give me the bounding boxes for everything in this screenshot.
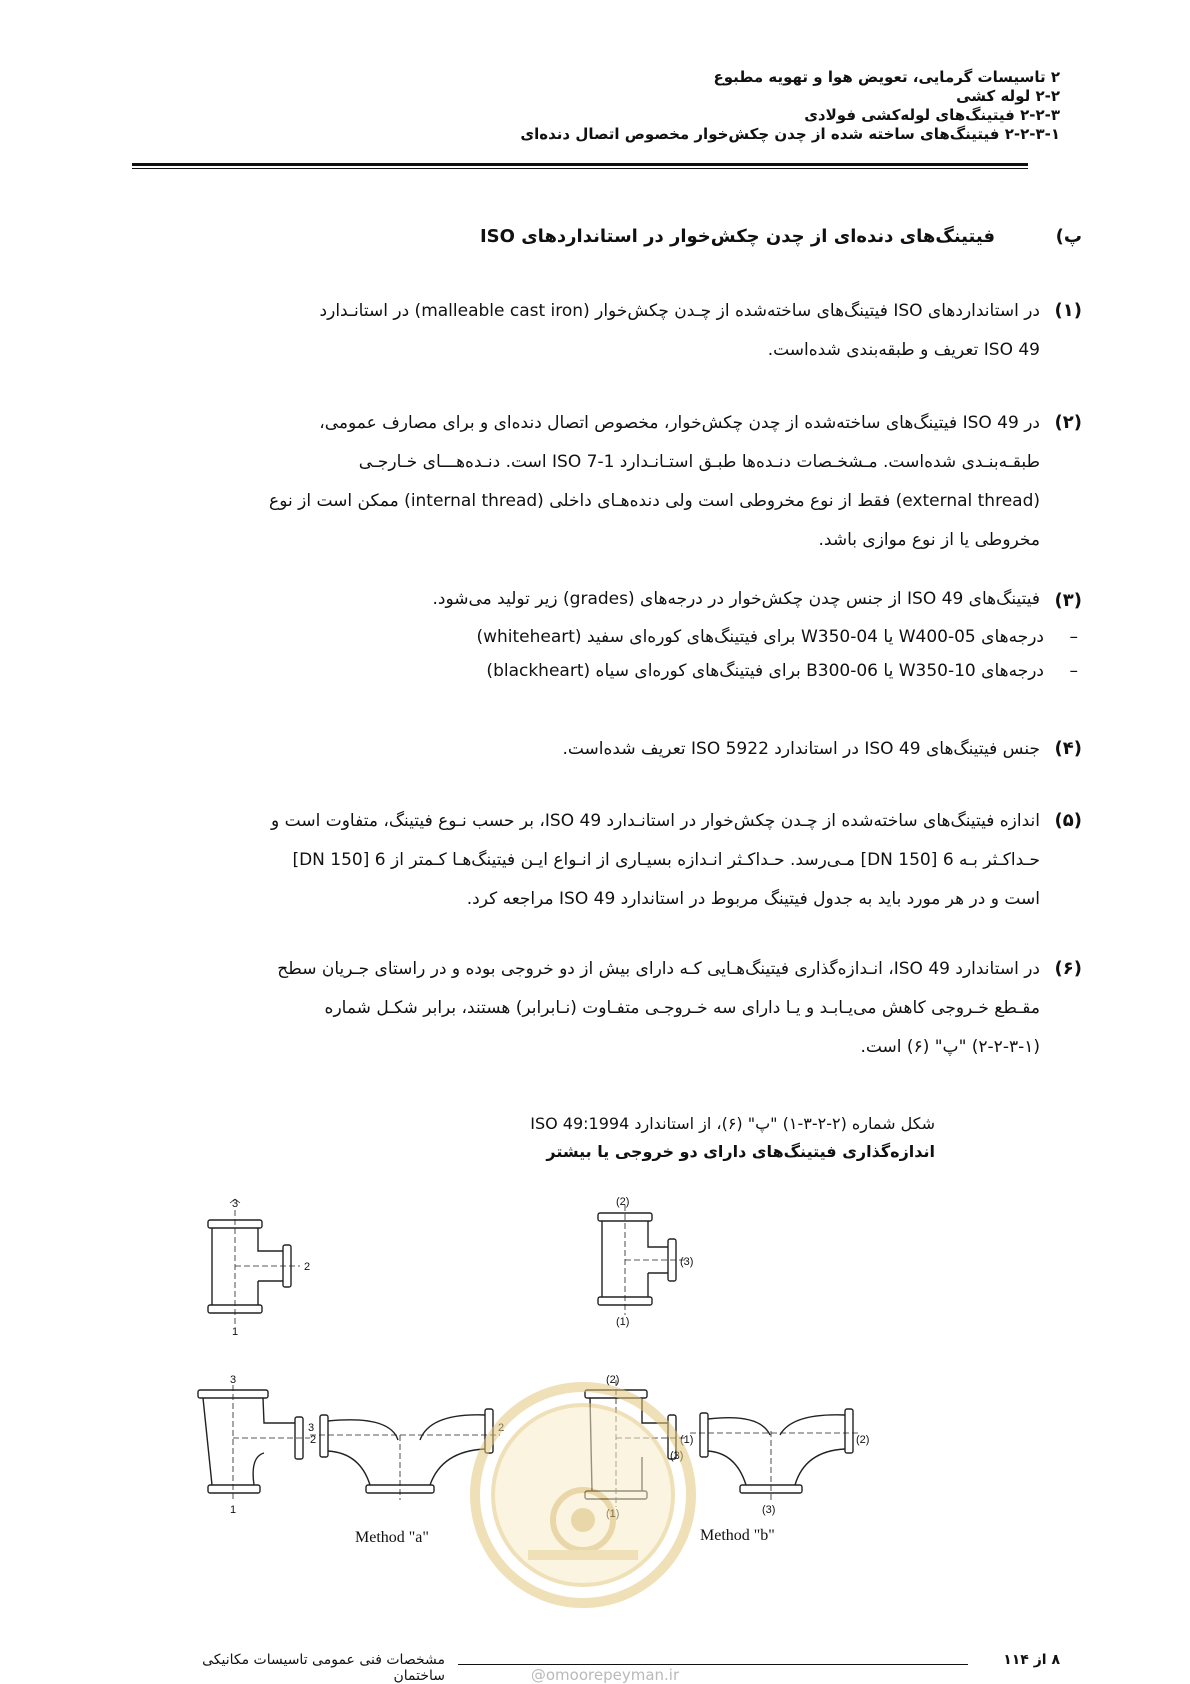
header-rule-thick bbox=[132, 163, 1028, 166]
header-subsubsection: ۲-۲-۳-۱ فیتینگ‌های ساخته شده از چدن چکش‌خوار مخصوص اتصال دنده‌ای bbox=[520, 125, 1060, 143]
item-number: (۲) bbox=[1054, 412, 1082, 433]
port-label: (2) bbox=[856, 1434, 870, 1446]
port-label: (2) bbox=[606, 1374, 620, 1386]
section-title: فیتینگ‌های دنده‌ای از چدن چکش‌خوار در استانداردهای ISO bbox=[479, 226, 995, 247]
item-number: (۴) bbox=[1054, 738, 1082, 759]
paragraph-line: در استاندارد ISO 49، انـدازه‌گذاری فیتینگ‌هـایی کـه دارای بیش از دو خروجی بوده و در راستای جـریان سطح bbox=[277, 959, 1040, 979]
figure-caption-title: شکل شماره (۲-۲-۳-۱) "پ" (۶)، از استاندارد ISO 49:1994 bbox=[530, 1114, 935, 1133]
paragraph-line: در استانداردهای ISO فیتینگ‌های ساخته‌شده از چـدن چکش‌خوار (malleable cast iron) در استانـدارد bbox=[319, 301, 1040, 321]
paragraph-line: است و در هر مورد باید به جدول فیتینگ مربوط در استاندارد ISO 49 مراجعه کرد. bbox=[466, 889, 1040, 909]
paragraph-line: جنس فیتینگ‌های ISO 49 در استاندارد ISO 5922 تعریف شده‌است. bbox=[562, 739, 1040, 759]
port-label: 2 bbox=[310, 1434, 317, 1446]
footer-rule bbox=[458, 1664, 968, 1665]
header-section: ۲-۲ لوله کشی bbox=[956, 87, 1060, 105]
tee-drawing-b bbox=[598, 1205, 685, 1315]
port-label: 1 bbox=[232, 1326, 239, 1338]
paragraph-line: (external thread) فقط از نوع مخروطی است ولی دنده‌هـای داخلی (internal thread) ممکن است از نوع bbox=[269, 491, 1040, 511]
paragraph-6 bbox=[220, 950, 1040, 1067]
item-number: (۱) bbox=[1054, 300, 1082, 321]
watermark-url: @omoorepeyman.ir bbox=[530, 1666, 680, 1684]
grade-text: درجه‌های W350-10 یا B300-06 برای فیتینگ‌های کوره‌ای سیاه (blackheart) bbox=[486, 661, 1044, 681]
port-label: 2 bbox=[498, 1422, 505, 1434]
port-label: 3 bbox=[232, 1198, 239, 1210]
paragraph-line: در ISO 49 فیتینگ‌های ساخته‌شده از چدن چکش‌خوار، مخصوص اتصال دنده‌ای و برای مصارف عمومی، bbox=[319, 413, 1040, 433]
header-subsection: ۲-۲-۳ فیتینگ‌های لوله‌کشی فولادی bbox=[804, 106, 1060, 124]
paragraph-line: (۲-۲-۳-۱) "پ" (۶) است. bbox=[860, 1037, 1040, 1057]
port-label: (3) bbox=[680, 1256, 694, 1268]
tee-drawing-a bbox=[208, 1199, 300, 1325]
dash-bullet: – bbox=[1069, 627, 1078, 647]
paragraph-line: اندازه فیتینگ‌های ساخته‌شده از چـدن چکش‌خوار در استانـدارد ISO 49، بر حسب نـوع فیتینگ، متفاوت است و bbox=[271, 811, 1040, 831]
figure-caption-subtitle: اندازه‌گذاری فیتینگ‌های دارای دو خروجی یا بیشتر bbox=[546, 1142, 935, 1161]
paragraph-line: طبقـه‌بنـدی شده‌است. مـشخـصات دنـده‌ها طبـق استـانـدارد ISO 7-1 است. دنـده‌هـــای خـارجـی bbox=[358, 452, 1040, 472]
paragraph-3 bbox=[220, 582, 1040, 616]
port-label: 3 bbox=[308, 1422, 315, 1434]
paragraph-1 bbox=[220, 292, 1040, 370]
port-label: (3) bbox=[670, 1450, 684, 1462]
item-number: (۳) bbox=[1054, 590, 1082, 611]
grade-list-item bbox=[218, 654, 1078, 688]
paragraph-line: مقـطع خـروجی کاهش می‌یـابـد و یـا دارای سه خـروجـی متفـاوت (نـابرابر) هستند، برابر شکـل شماره bbox=[324, 998, 1040, 1018]
page-number: ۸ از ۱۱۴ bbox=[1003, 1652, 1060, 1668]
reducing-tee-drawing bbox=[198, 1385, 310, 1500]
port-label: 1 bbox=[230, 1504, 237, 1516]
grade-list bbox=[218, 620, 1078, 688]
paragraph-line: حـداکـثر بـه 6 [DN 150] مـی‌رسد. حـداکـثر انـدازه بسیـاری از انـواع ایـن فیتینگ‌هـا کـمتر از 6 [DN 150] bbox=[292, 850, 1040, 870]
paragraph-4 bbox=[220, 730, 1040, 769]
page-header bbox=[160, 68, 1060, 144]
port-label: 2 bbox=[304, 1261, 311, 1273]
item-number: (۵) bbox=[1054, 810, 1082, 831]
header-rule-thin bbox=[132, 168, 1028, 169]
header-chapter: ۲ تاسیسات گرمایی، تعویض هوا و تهویه مطبوع bbox=[713, 68, 1060, 86]
dash-bullet: – bbox=[1069, 661, 1078, 681]
method-b-label: Method "b" bbox=[700, 1527, 775, 1544]
port-label: (3) bbox=[762, 1504, 776, 1516]
watermark-seal bbox=[468, 1380, 698, 1610]
footer-title: مشخصات فنی عمومی تاسیسات مکانیکی ساختمان bbox=[202, 1652, 445, 1684]
y-branch-drawing-b bbox=[690, 1409, 860, 1500]
port-label: (2) bbox=[616, 1196, 630, 1208]
figure-caption bbox=[335, 1110, 935, 1166]
item-number: (۶) bbox=[1054, 958, 1082, 979]
paragraph-line: فیتینگ‌های ISO 49 از جنس چدن چکش‌خوار در درجه‌های (grades) زیر تولید می‌شود. bbox=[432, 589, 1040, 609]
grade-list-item bbox=[218, 620, 1078, 654]
port-label: 3 bbox=[230, 1374, 237, 1386]
paragraph-2 bbox=[220, 404, 1040, 560]
grade-text: درجه‌های W400-05 یا W350-04 برای فیتینگ‌های کوره‌ای سفید (whiteheart) bbox=[476, 627, 1044, 647]
port-label: (1) bbox=[616, 1316, 630, 1328]
port-label: (1) bbox=[680, 1434, 694, 1446]
paragraph-5 bbox=[220, 802, 1040, 919]
method-a-label: Method "a" bbox=[355, 1529, 429, 1546]
paragraph-line: ISO 49 تعریف و طبقه‌بندی شده‌است. bbox=[767, 340, 1040, 360]
paragraph-line: مخروطی یا از نوع موازی باشد. bbox=[818, 530, 1040, 550]
section-letter: پ) bbox=[1055, 226, 1082, 247]
